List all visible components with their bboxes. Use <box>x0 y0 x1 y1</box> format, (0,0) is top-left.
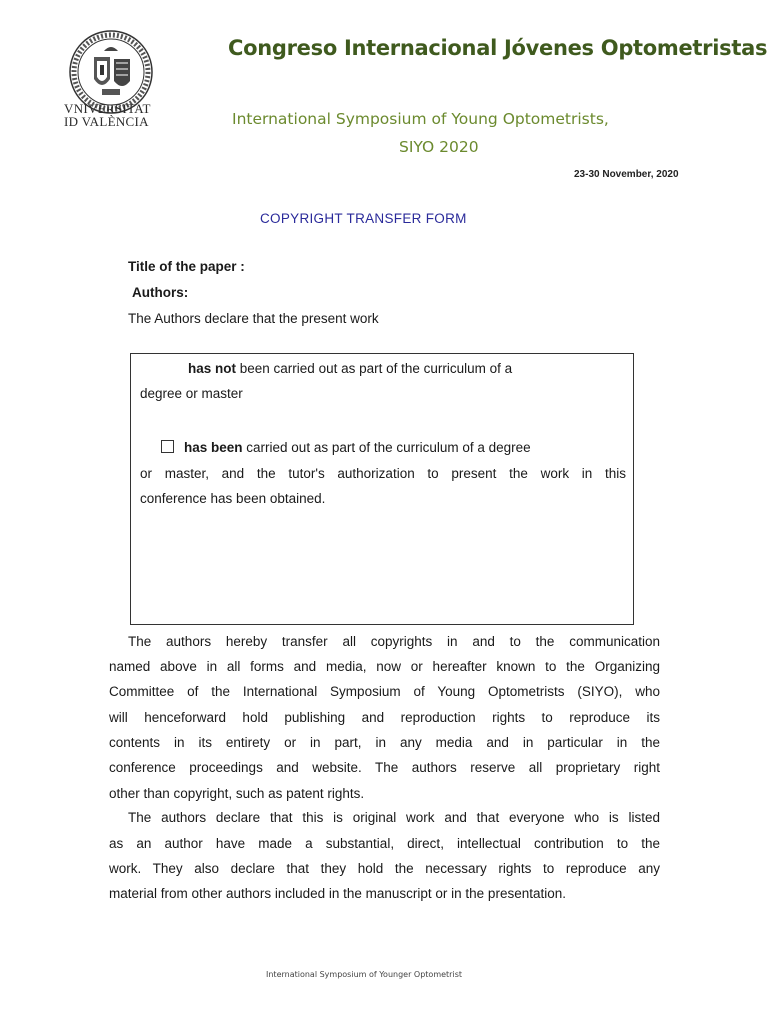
option-has-been[interactable]: has been carried out as part of the curriculum of a degree <box>161 440 531 455</box>
originality-paragraph-line: material from other authors included in the manuscript or in the presentation. <box>109 886 566 901</box>
transfer-paragraph-line: will henceforward hold publishing and reproduction rights to reproduce its <box>109 710 660 725</box>
option-has-not[interactable]: has not been carried out as part of the curriculum of a <box>188 361 513 376</box>
event-date: 23-30 November, 2020 <box>574 169 679 180</box>
option-has-not-line-2: degree or master <box>140 386 243 401</box>
option-has-been-line-3: conference has been obtained. <box>140 491 326 506</box>
option-has-been-line-2: or master, and the tutor's authorization to present the work in this <box>140 466 626 481</box>
transfer-paragraph-line: The authors hereby transfer all copyrights in and to the communication <box>128 634 660 649</box>
subtitle-line-1: International Symposium of Young Optometrists, <box>232 110 609 128</box>
university-name-logo-text: VNIVERSITAT ID VALÈNCIA <box>64 101 151 129</box>
authors-label: Authors: <box>132 285 189 300</box>
page-title: Congreso Internacional Jóvenes Optometristas <box>228 36 768 60</box>
transfer-paragraph-line: conference proceedings and website. The authors reserve all proprietary right <box>109 760 660 775</box>
form-title: COPYRIGHT TRANSFER FORM <box>260 211 467 226</box>
declaration-intro: The Authors declare that the present work <box>128 311 379 326</box>
transfer-paragraph-line: named above in all forms and media, now or hereafter known to the Organizing <box>109 659 660 674</box>
originality-paragraph-line: The authors declare that this is original work and that everyone who is listed <box>128 810 660 825</box>
has-been-checkbox[interactable] <box>161 440 174 453</box>
page-footer: International Symposium of Younger Optometrist <box>266 970 462 979</box>
transfer-paragraph-line: Committee of the International Symposium of Young Optometrists (SIYO), who <box>109 684 660 699</box>
transfer-paragraph-line: contents in its entirety or in part, in any media and in particular in the <box>109 735 660 750</box>
paper-title-label: Title of the paper : <box>128 259 245 274</box>
subtitle-line-2: SIYO 2020 <box>399 138 479 156</box>
originality-paragraph-line: as an author have made a substantial, direct, intellectual contribution to the <box>109 836 660 851</box>
transfer-paragraph-line: other than copyright, such as patent rights. <box>109 786 365 801</box>
originality-paragraph-line: work. They also declare that they hold the necessary rights to reproduce any <box>109 861 660 876</box>
declaration-box <box>130 353 634 625</box>
